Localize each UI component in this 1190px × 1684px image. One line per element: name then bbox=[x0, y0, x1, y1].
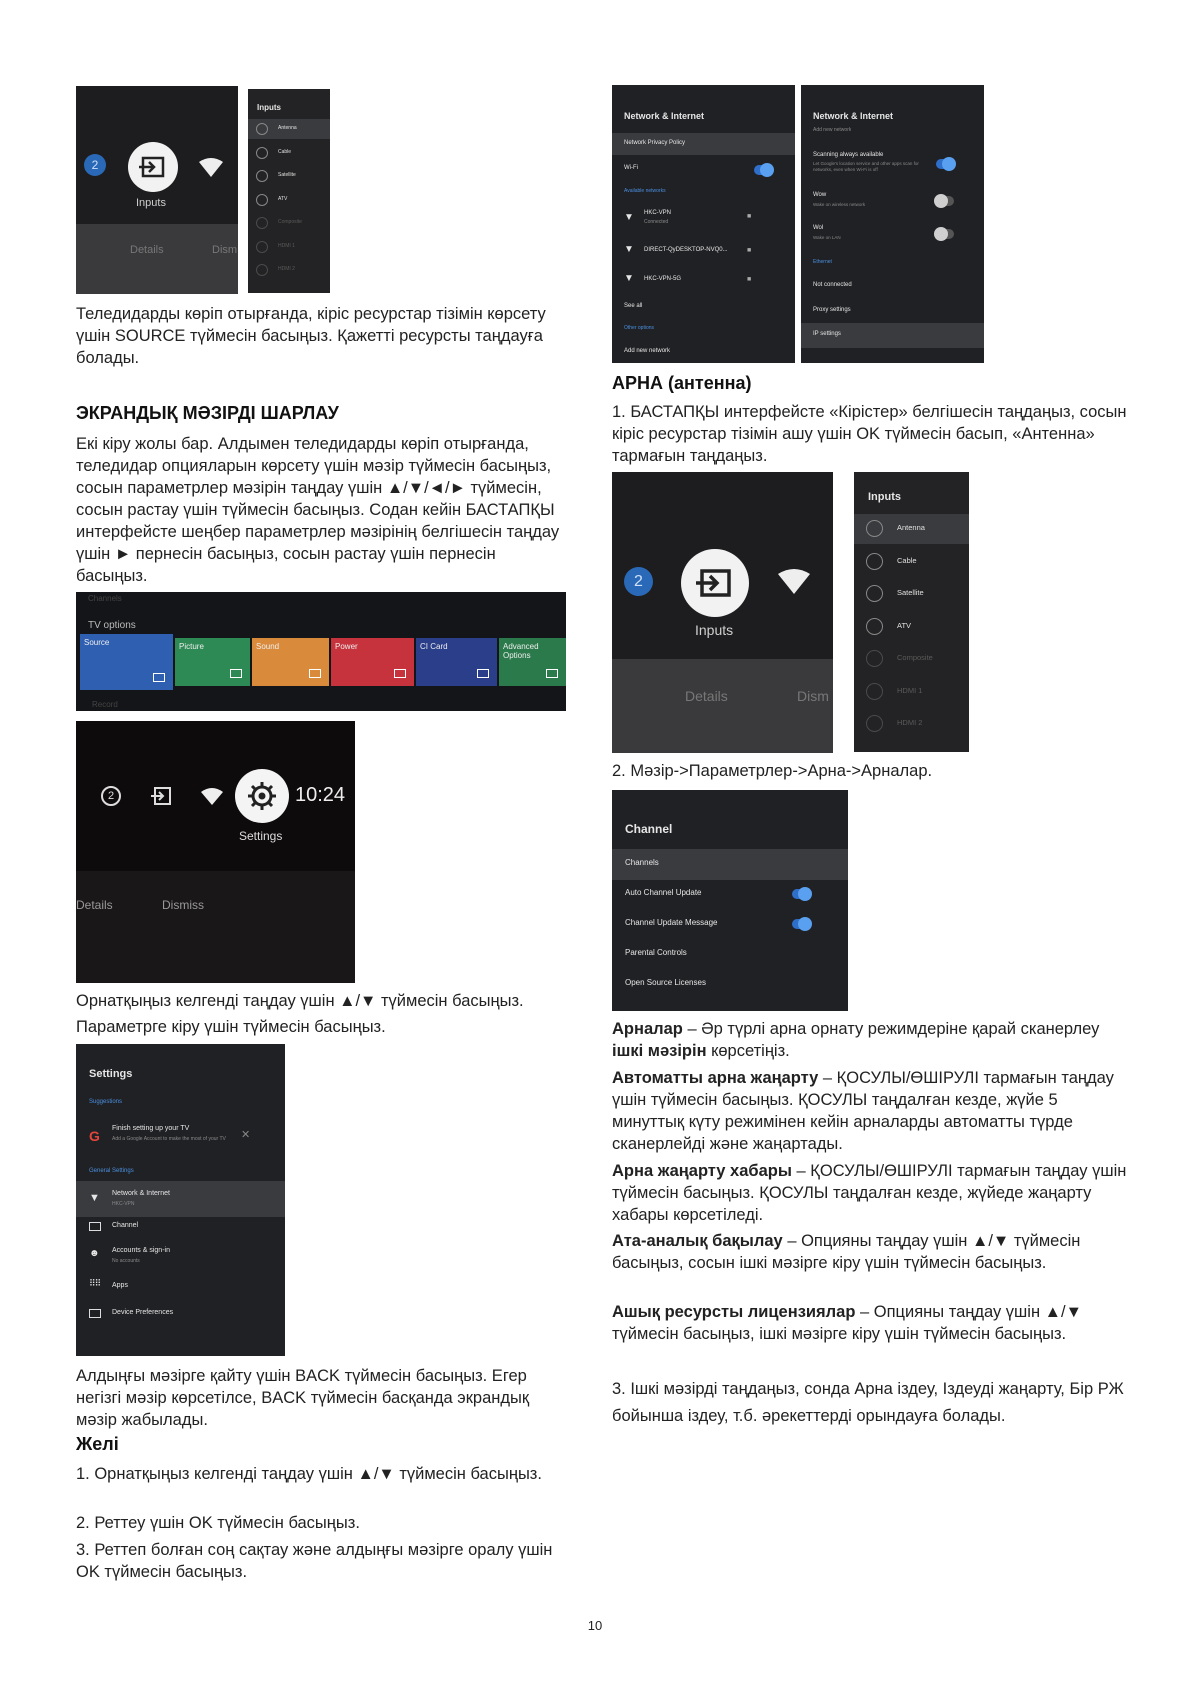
channels-description bbox=[612, 1018, 1132, 1062]
input-item-label: Composite bbox=[897, 653, 933, 662]
parental-description bbox=[612, 1230, 1132, 1274]
tv-option-label: Sound bbox=[256, 642, 280, 651]
tv-option-label: Picture bbox=[179, 642, 204, 651]
channel-step-3: 3. Ішкі мәзірді таңдаңыз, сонда Арна іздеу, Іздеуді жаңарту, Бір РЖ бойынша іздеу, т.б. әрекеттерді орындауға болады. bbox=[612, 1380, 1124, 1425]
input-item-icon bbox=[256, 264, 268, 276]
inputs-home-screenshot bbox=[76, 86, 238, 294]
wifi-icon bbox=[200, 788, 224, 811]
channel-antenna-heading: АРНА (антенна) bbox=[612, 373, 752, 393]
proxy-item[interactable]: Proxy settings bbox=[813, 307, 851, 313]
input-item-icon bbox=[256, 147, 268, 159]
back-paragraph: Алдыңғы мәзірге қайту үшін BACK түймесін басыңыз. Егер негізгі мәзір көрсетілсе, BACK түймесін басқанда экрандық мәзір жабылады. bbox=[76, 1367, 530, 1429]
channel-toggle[interactable] bbox=[792, 889, 810, 899]
channels-text: – Әр түрлі арна орнату режимдеріне қарай сканерлеу bbox=[682, 1020, 1100, 1038]
network-sub: HKC-VPN bbox=[112, 1201, 135, 1207]
wifi-icon: ▼ bbox=[624, 244, 634, 255]
select-paragraph: Орнатқыңыз келгенді таңдау үшін ▲/▼ түймесін басыңыз. bbox=[76, 992, 524, 1010]
submenu-term: ішкі мәзірін bbox=[612, 1042, 707, 1060]
tv-option-icon bbox=[230, 669, 242, 678]
inputs-list-screenshot-large bbox=[854, 472, 969, 752]
licenses-text: – Опцияны таңдау үшін ▲/▼ түймесін басыңыз, ішкі мәзірге кіру үшін түймесін басыңыз. bbox=[612, 1303, 1082, 1343]
input-item-icon bbox=[256, 217, 268, 229]
tv-option-tile-ci-card[interactable] bbox=[416, 638, 497, 686]
input-item-label: Satellite bbox=[278, 172, 296, 178]
details-label: Details bbox=[130, 244, 164, 256]
accounts-sub: No accounts bbox=[112, 1258, 140, 1264]
input-item-label: ATV bbox=[897, 620, 912, 630]
input-item-label: HDMI 1 bbox=[278, 242, 295, 249]
not-connected-item: Not connected bbox=[813, 282, 852, 288]
details-label: Details bbox=[76, 898, 113, 912]
input-item-icon bbox=[866, 650, 883, 667]
dismiss-label: Dism bbox=[797, 688, 829, 704]
wow-sub: Wake on wireless network bbox=[813, 202, 866, 207]
accounts-item[interactable]: Accounts & sign-in bbox=[112, 1247, 170, 1254]
tv-option-label: Source bbox=[84, 638, 110, 647]
inputs-list-title: Inputs bbox=[868, 491, 901, 503]
network-internet-screenshot-2 bbox=[801, 85, 984, 363]
suggestions-label: Suggestions bbox=[89, 1099, 123, 1105]
dismiss-label: Dism bbox=[212, 244, 238, 256]
inputs-list-title: Inputs bbox=[257, 103, 281, 112]
wow-item[interactable]: Wow bbox=[813, 192, 827, 198]
inputs-list-screenshot bbox=[248, 89, 330, 293]
onscreen-menu-heading: ЭКРАНДЫҚ МӘЗІРДІ ШАРЛАУ bbox=[76, 403, 339, 423]
wifi-icon: ▼ bbox=[624, 212, 634, 223]
channel-item[interactable]: Channel bbox=[112, 1222, 139, 1229]
settings-gear-icon[interactable] bbox=[235, 769, 289, 823]
parental-text: – Опцияны таңдау үшін ▲/▼ түймесін басыңыз, сосын ішкі мәзірге кіру үшін түймесін басыңыз. bbox=[612, 1232, 1081, 1272]
channel-step-1: 1. БАСТАПҚЫ интерфейсте «Кірістер» белгішесін таңдаңыз, сосын кіріс ресурстар тізімін ашу үшін OK түймесін басып, «Антенна» тармағын таңдаңыз. bbox=[612, 403, 1127, 465]
tv-option-icon bbox=[546, 669, 558, 678]
tv-option-label: Advanced Options bbox=[503, 642, 539, 660]
channel-menu-item-channel-update-message[interactable]: Channel Update Message bbox=[625, 918, 718, 927]
privacy-item[interactable]: Network Privacy Policy bbox=[624, 140, 686, 146]
input-item-label: Cable bbox=[278, 148, 292, 155]
lock-icon: ■ bbox=[747, 276, 752, 283]
wifi-icon bbox=[777, 569, 811, 600]
tv-option-icon bbox=[153, 673, 165, 682]
badge-two-icon: 2 bbox=[101, 786, 121, 806]
channel-toggle[interactable] bbox=[792, 919, 810, 929]
network-1-sub: Connected bbox=[644, 219, 669, 225]
channel-menu-item-open-source-licenses[interactable]: Open Source Licenses bbox=[625, 978, 706, 987]
details-label: Details bbox=[685, 688, 728, 704]
accounts-icon: ☻ bbox=[89, 1248, 100, 1259]
network-step-1: 1. Орнатқыңыз келгенді таңдау үшін ▲/▼ түймесін басыңыз. bbox=[76, 1465, 542, 1483]
input-item-label: HDMI 2 bbox=[897, 718, 923, 727]
network-title: Network & Internet bbox=[624, 111, 705, 121]
auto-update-term: Автоматты арна жаңарту bbox=[612, 1069, 819, 1087]
auto-update-text: – ҚОСУЛЫ/ӨШІРУЛІ тармағын таңдау үшін түймесін басыңыз. ҚОСУЛЫ таңдалған кезде, жүйе 5 минуттық күту режимінен кейін арналарды автоматты түрде сканерлейді және жаңартады. bbox=[612, 1069, 1114, 1153]
licenses-description bbox=[612, 1301, 1112, 1345]
input-source-icon bbox=[128, 142, 178, 192]
channels-label: Channels bbox=[88, 594, 122, 603]
network-step-3: 3. Реттеп болған соң сақтау және алдыңғы мәзірге оралу үшін OK түймесін басыңыз. bbox=[76, 1541, 553, 1581]
input-item-icon bbox=[256, 170, 268, 182]
onscreen-menu-paragraph: Екі кіру жолы бар. Алдымен теледидарды көріп отырғанда, теледидар опцияларын көрсету үшін мәзір түймесін басыңыз, сосын параметрлер мәзірін таңдау үшін ▲/▼/◄/► түймесін, сосын растау үшін түймесін басыңыз. Содан кейін БАСТАПҚЫ интерфейсте шеңбер параметрлер мәзірінің белгішесін таңдау үшін ► пернесін басыңыз, сосын растау үшін пернесін басыңыз. bbox=[76, 435, 560, 585]
clock-text: 10:24 bbox=[295, 784, 346, 806]
record-label: Record bbox=[92, 700, 118, 709]
tv-option-icon bbox=[394, 669, 406, 678]
input-item-label: Antenna bbox=[278, 125, 297, 131]
tv-option-tile-advanced-options[interactable] bbox=[499, 638, 566, 686]
input-item-icon bbox=[256, 241, 268, 253]
input-item-label: ATV bbox=[278, 195, 288, 202]
enter-paragraph: Параметрге кіру үшін түймесін басыңыз. bbox=[76, 1018, 386, 1036]
settings-home-screenshot bbox=[76, 721, 355, 983]
network-3[interactable]: HKC-VPN-5G bbox=[644, 276, 682, 282]
settings-title: Settings bbox=[89, 1068, 133, 1080]
apps-item[interactable]: Apps bbox=[112, 1282, 128, 1289]
input-item-icon bbox=[256, 194, 268, 206]
wifi-icon: ▼ bbox=[89, 1192, 100, 1204]
finish-setup-title: Finish setting up your TV bbox=[112, 1125, 190, 1132]
dismiss-label: Dismiss bbox=[162, 898, 204, 912]
tv-option-tile-picture[interactable] bbox=[175, 638, 250, 686]
wifi-icon: ▼ bbox=[624, 273, 634, 284]
inputs-label: Inputs bbox=[136, 197, 166, 209]
tv-option-tile-source[interactable] bbox=[80, 634, 173, 690]
input-item-label: Antenna bbox=[897, 523, 925, 532]
other-options-label: Other options bbox=[624, 325, 655, 331]
input-item-label: HDMI 2 bbox=[278, 266, 295, 272]
input-item-label: Satellite bbox=[897, 588, 924, 597]
add-network-cut: Add new network bbox=[813, 127, 852, 131]
badge-two: 2 bbox=[624, 567, 653, 596]
device-icon bbox=[89, 1309, 101, 1318]
channel-menu-item-auto-channel-update[interactable]: Auto Channel Update bbox=[625, 888, 702, 897]
input-item-icon bbox=[866, 585, 883, 602]
wol-item[interactable]: Wol bbox=[813, 225, 824, 231]
network-internet-item[interactable]: Network & Internet bbox=[112, 1190, 170, 1197]
input-item-icon bbox=[256, 123, 268, 135]
available-label: Available networks bbox=[624, 188, 666, 194]
wol-sub: Wake on LAN bbox=[813, 235, 841, 240]
settings-menu-screenshot bbox=[76, 1044, 285, 1356]
tv-option-icon bbox=[309, 669, 321, 678]
page-number: 10 bbox=[587, 1618, 603, 1633]
tv-options-title: TV options bbox=[88, 620, 136, 631]
network-step-2: 2. Реттеу үшін OK түймесін басыңыз. bbox=[76, 1514, 360, 1532]
tv-option-icon bbox=[477, 669, 489, 678]
wol-toggle[interactable] bbox=[936, 229, 954, 239]
inputs-home-screenshot-large bbox=[612, 472, 833, 753]
input-item-icon bbox=[866, 520, 883, 537]
input-item-icon bbox=[866, 553, 883, 570]
badge-two: 2 bbox=[84, 154, 106, 176]
parental-term: Ата-аналық бақылау bbox=[612, 1232, 783, 1250]
input-item-icon bbox=[866, 618, 883, 635]
input-icon bbox=[150, 785, 172, 812]
network-1[interactable]: HKC-VPN bbox=[644, 210, 672, 216]
close-icon[interactable]: ✕ bbox=[241, 1129, 251, 1141]
input-item-icon bbox=[866, 715, 883, 732]
network-heading: Желі bbox=[76, 1434, 119, 1454]
update-message-description bbox=[612, 1160, 1132, 1226]
tv-option-label: Power bbox=[335, 642, 358, 651]
scan-item[interactable]: Scanning always available bbox=[813, 152, 884, 158]
auto-update-description bbox=[612, 1067, 1132, 1155]
update-message-term: Арна жаңарту хабары bbox=[612, 1162, 792, 1180]
google-icon: G bbox=[89, 1128, 100, 1144]
wifi-item[interactable]: Wi-Fi bbox=[624, 165, 638, 171]
scan-sub: Let Google's location service and other apps scan for networks, even when Wi-Fi is off bbox=[813, 161, 919, 172]
wifi-toggle[interactable] bbox=[754, 165, 772, 175]
network-title: Network & Internet bbox=[813, 111, 894, 121]
finish-setup-sub: Add a Google Account to make the most of your TV bbox=[112, 1136, 226, 1142]
ip-settings-item[interactable]: IP settings bbox=[813, 331, 841, 337]
channels-text-end: көрсетіңіз. bbox=[706, 1042, 790, 1060]
tv-option-label: CI Card bbox=[420, 642, 448, 651]
channels-term: Арналар bbox=[612, 1020, 683, 1038]
input-item-label: HDMI 1 bbox=[897, 685, 923, 695]
input-item-label: Cable bbox=[897, 555, 917, 565]
network-2[interactable]: DIRECT-QyDESKTOP-NVQ0... bbox=[644, 247, 728, 253]
channel-menu-item-channels[interactable]: Channels bbox=[625, 858, 659, 867]
settings-label: Settings bbox=[239, 829, 283, 843]
tv-option-tile-power[interactable] bbox=[331, 638, 414, 686]
device-preferences-item[interactable]: Device Preferences bbox=[112, 1309, 174, 1316]
see-all-item[interactable]: See all bbox=[624, 303, 643, 309]
source-paragraph: Теледидарды көріп отырғанда, кіріс ресурстар тізімін көрсету үшін SOURCE түймесін басыңыз. Қажетті ресурсты таңдауға болады. bbox=[76, 305, 546, 367]
general-settings-label: General Settings bbox=[89, 1168, 134, 1174]
input-item-label: Composite bbox=[278, 219, 302, 225]
input-source-icon bbox=[681, 549, 749, 617]
lock-icon: ■ bbox=[747, 247, 752, 254]
update-message-text: – ҚОСУЛЫ/ӨШІРУЛІ тармағын таңдау үшін түймесін басыңыз. ҚОСУЛЫ таңдалған кезде, жүйеде жаңарту хабары көрсетіледі. bbox=[612, 1162, 1127, 1224]
tv-options-screenshot bbox=[76, 592, 566, 711]
add-network-item[interactable]: Add new network bbox=[624, 348, 671, 354]
scan-toggle[interactable] bbox=[936, 159, 954, 169]
inputs-label: Inputs bbox=[695, 622, 734, 638]
apps-icon: ⠿⠿ bbox=[89, 1278, 101, 1288]
channel-menu-item-parental-controls[interactable]: Parental Controls bbox=[625, 948, 687, 957]
licenses-term: Ашық ресурсты лицензиялар bbox=[612, 1303, 856, 1321]
tv-option-tile-sound[interactable] bbox=[252, 638, 329, 686]
channel-icon bbox=[89, 1222, 101, 1231]
input-item-icon bbox=[866, 683, 883, 700]
wow-toggle[interactable] bbox=[936, 196, 954, 206]
channel-menu-title: Channel bbox=[625, 822, 673, 836]
network-internet-screenshot-1 bbox=[612, 85, 795, 363]
ethernet-label: Ethernet bbox=[813, 259, 832, 265]
channel-step-2: 2. Мәзір->Параметрлер->Арна->Арналар. bbox=[612, 762, 933, 780]
channel-menu-screenshot bbox=[612, 790, 848, 1011]
wifi-icon bbox=[198, 158, 224, 183]
lock-icon: ■ bbox=[747, 213, 752, 220]
